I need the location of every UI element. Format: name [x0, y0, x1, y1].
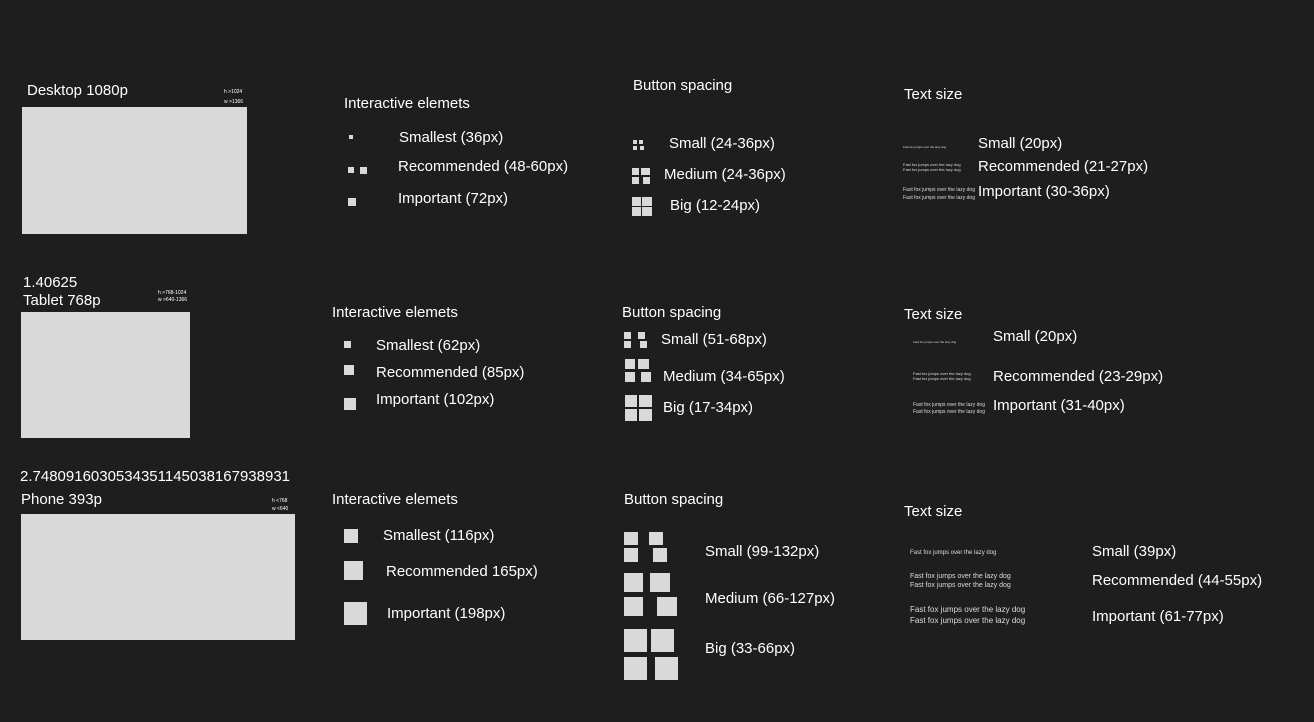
sample-line: Fast fox jumps over the lazy dog [913, 371, 971, 376]
spacing-square [625, 409, 637, 421]
tablet-ratio: 1.40625 [23, 274, 78, 291]
tablet-spacing-title: Button spacing [622, 304, 722, 321]
sample-line: Fast fox jumps over the lazy dog [903, 195, 975, 201]
desktop-text-small-label: Small (20px) [978, 135, 1063, 152]
phone-frame[interactable] [21, 514, 295, 640]
tablet-text-title: Text size [904, 306, 963, 323]
phone-text-recommended-label: Recommended (44-55px) [1092, 572, 1263, 589]
phone-recommended-sample [344, 561, 363, 580]
spacing-square [640, 146, 644, 150]
tablet-interactive-title: Interactive elemets [332, 304, 458, 321]
phone-title: Phone 393p [21, 491, 102, 508]
desktop-text-important-sample [903, 186, 975, 202]
desktop-interactive-title: Interactive elemets [344, 95, 470, 112]
phone-spacing-title: Button spacing [624, 491, 724, 508]
tablet-important-sample [344, 398, 356, 410]
spacing-square [650, 573, 670, 592]
tablet-spacing-big-label: Big (17-34px) [663, 399, 754, 416]
tablet-smallest-sample [344, 341, 351, 348]
phone-spacing-small-label: Small (99-132px) [705, 543, 820, 560]
phone-spacing-medium-label: Medium (66-127px) [705, 590, 836, 607]
spacing-square [641, 168, 650, 175]
spacing-square [655, 657, 678, 680]
sample-line: Fast fox jumps over the lazy dog [910, 582, 1011, 589]
tablet-text-important-label: Important (31-40px) [993, 397, 1125, 414]
spacing-square [639, 409, 652, 421]
desktop-spacing-medium-label: Medium (24-36px) [664, 166, 786, 183]
tablet-text-recommended-sample [913, 371, 971, 381]
desktop-important-sample [348, 198, 356, 206]
tablet-recommended-label: Recommended (85px) [376, 364, 525, 381]
desktop-smallest-sample [349, 135, 353, 139]
desktop-width-note: w >1366 [224, 99, 244, 105]
spacing-square [653, 548, 667, 562]
tablet-title: Tablet 768p [23, 292, 101, 309]
spacing-square [624, 341, 631, 348]
phone-interactive-title: Interactive elemets [332, 491, 458, 508]
spacing-square [638, 332, 645, 339]
tablet-width-note: w >640-1366 [158, 297, 188, 303]
tablet-frame[interactable] [21, 312, 190, 438]
spacing-square [632, 177, 639, 184]
phone-height-note: h <768 [272, 498, 288, 504]
spacing-square [638, 359, 649, 369]
tablet-text-recommended-label: Recommended (23-29px) [993, 368, 1164, 385]
sample-line: Fast fox jumps over the lazy dog [913, 402, 985, 408]
desktop-text-title: Text size [904, 86, 963, 103]
tablet-important-label: Important (102px) [376, 391, 495, 408]
desktop-recommended-sample [348, 167, 354, 173]
spacing-square [642, 207, 652, 216]
sample-line: Fast fox jumps over the lazy dog [910, 616, 1026, 625]
desktop-text-small-sample: Fast fox jumps over the lazy dog [903, 145, 947, 149]
spacing-square [632, 207, 641, 216]
tablet-smallest-label: Smallest (62px) [376, 337, 481, 354]
desktop-height-note: h >1024 [224, 89, 243, 95]
spacing-square [639, 395, 652, 407]
spacing-square [624, 332, 631, 339]
desktop-text-recommended-sample [903, 162, 961, 172]
phone-dims [272, 497, 288, 513]
tablet-text-small-label: Small (20px) [993, 328, 1078, 345]
sample-line: Fast fox jumps over the lazy dog [913, 376, 971, 381]
spacing-square [639, 140, 643, 144]
spacing-square [624, 532, 638, 545]
spacing-square [624, 657, 647, 680]
spacing-square [625, 395, 637, 407]
spacing-square [624, 548, 638, 562]
phone-important-sample [344, 602, 367, 625]
sample-line: Fast fox jumps over the lazy dog [903, 167, 961, 172]
sample-line: Fast fox jumps over the lazy dog [903, 187, 975, 193]
phone-text-recommended-sample [910, 572, 1011, 590]
tablet-text-small-sample: Fast fox jumps over the lazy dog [913, 340, 957, 344]
desktop-text-important-label: Important (30-36px) [978, 183, 1110, 200]
tablet-height-note: h >768-1024 [158, 290, 187, 296]
desktop-recommended-label: Recommended (48-60px) [398, 158, 569, 175]
phone-important-label: Important (198px) [387, 605, 506, 622]
phone-text-title: Text size [904, 503, 963, 520]
spacing-square [625, 359, 635, 369]
spacing-square [632, 168, 639, 175]
spacing-square [624, 573, 643, 592]
sample-line: Fast fox jumps over the lazy dog [910, 573, 1011, 580]
tablet-recommended-sample [344, 365, 354, 375]
phone-ratio: 2.7480916030534351145038167938931 [20, 468, 291, 485]
spacing-square [625, 372, 635, 382]
spacing-square [642, 197, 652, 206]
spacing-square [633, 140, 637, 144]
tablet-spacing-medium-label: Medium (34-65px) [663, 368, 785, 385]
desktop-text-recommended-label: Recommended (21-27px) [978, 158, 1149, 175]
desktop-smallest-label: Smallest (36px) [399, 129, 504, 146]
desktop-dims [224, 87, 243, 107]
sample-line: Fast fox jumps over the lazy dog [910, 605, 1026, 614]
spacing-square [632, 197, 641, 206]
phone-recommended-label: Recommended 165px) [386, 563, 538, 580]
spacing-square [649, 532, 663, 545]
tablet-spacing-small-label: Small (51-68px) [661, 331, 767, 348]
spacing-square [641, 372, 651, 382]
desktop-recommended-sample [360, 167, 367, 174]
phone-text-small-label: Small (39px) [1092, 543, 1177, 560]
desktop-spacing-big-label: Big (12-24px) [670, 197, 761, 214]
spacing-square [651, 629, 674, 652]
spacing-square [624, 597, 643, 616]
sample-line: Fast fox jumps over the lazy dog [903, 162, 961, 167]
sample-line: Fast fox jumps over the lazy dog [913, 409, 985, 415]
phone-width-note: w <640 [272, 506, 289, 512]
phone-smallest-sample [344, 529, 358, 543]
phone-spacing-big-label: Big (33-66px) [705, 640, 796, 657]
phone-smallest-label: Smallest (116px) [383, 527, 495, 544]
spacing-square [633, 146, 637, 150]
phone-text-important-label: Important (61-77px) [1092, 608, 1224, 625]
desktop-spacing-small-label: Small (24-36px) [669, 135, 775, 152]
desktop-frame[interactable] [22, 107, 247, 234]
desktop-important-label: Important (72px) [398, 190, 509, 207]
spacing-square [640, 341, 647, 348]
tablet-dims [158, 290, 187, 304]
spacing-square [643, 177, 650, 184]
spacing-square [657, 597, 677, 616]
desktop-title: Desktop 1080p [27, 82, 128, 99]
spacing-square [624, 629, 647, 652]
desktop-spacing-title: Button spacing [633, 77, 733, 94]
phone-text-small-sample: Fast fox jumps over the lazy dog [910, 550, 997, 556]
tablet-text-important-sample [913, 402, 985, 416]
phone-text-important-sample [910, 604, 1025, 626]
